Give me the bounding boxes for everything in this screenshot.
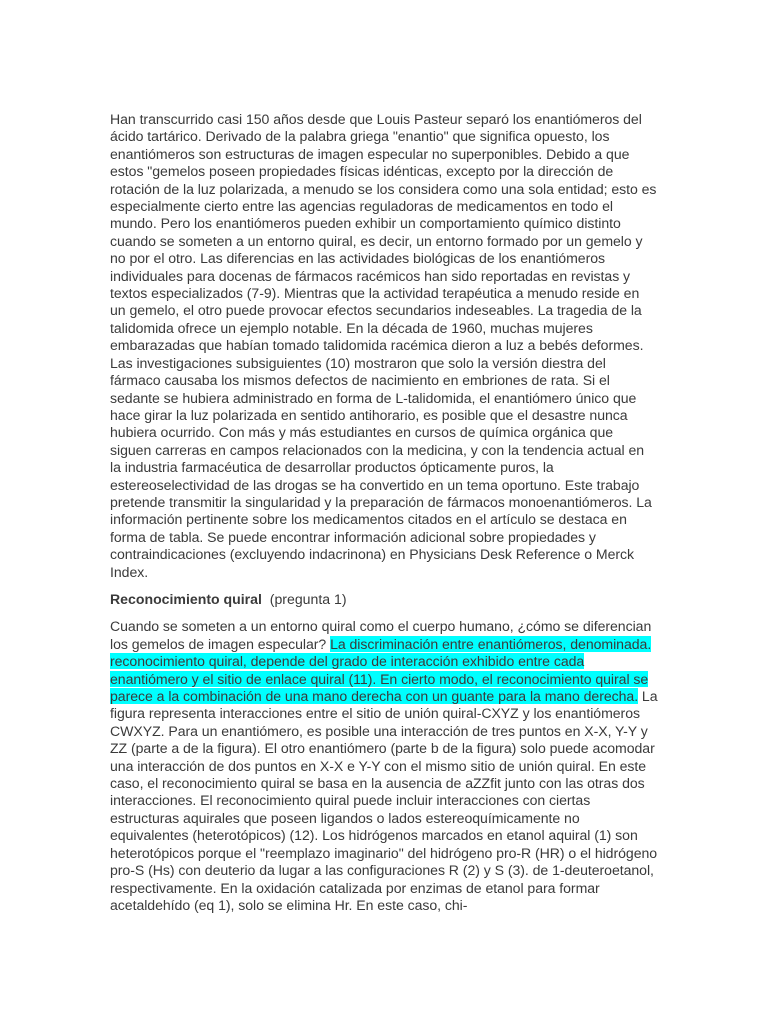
paragraph-text-before-highlight: Cuando se someten a un entorno quiral como el cuerpo humano, ¿cómo se diferencian los gemelos de imagen especular? <box>110 618 652 652</box>
paragraph-text-after-highlight: La figura representa interacciones entre el sitio de unión quiral-CXYZ y los enantiómeros CWXYZ. Para un enantiómero, es posible una interacción de tres puntos en X-X, Y-Y y ZZ (parte a de la figura). El otro enantiómero (parte b de la figura) solo puede acomodar una interacción de dos puntos en X-X e Y-Y con el mismo sitio de unión quiral. En este caso, el reconocimiento quiral se basa en la ausencia de aZZfit junto con las otras dos interacciones. El reconocimiento quiral puede incluir interacciones con ciertas estructuras aquirales que poseen ligandos o lados estereoquímicamente no equivalentes (heterotópicos) (12). Los hidrógenos marcados en etanol aquiral (1) son heterotópicos porque el "reemplazo imaginario" del hidrógeno pro-R (HR) o el hidrógeno pro-S (Hs) con deuterio da lugar a las configuraciones R (2) y S (3). de 1-deuteroetanol, respectivamente. En la oxidación catalizada por enzimas de etanol para formar acetaldehído (eq 1), solo se elimina Hr. En este caso, chi- <box>110 688 658 913</box>
chiral-recognition-paragraph <box>110 618 658 914</box>
section-heading-note: (pregunta 1) <box>269 591 347 607</box>
document-page <box>110 111 658 914</box>
highlighted-text: La discriminación entre enantiómeros, denominada. reconocimiento quiral, depende del grado de interacción exhibido entre cada enantiómero y el sitio de enlace quiral (11). En cierto modo, el reconocimiento quiral se parece a la combinación de una mano derecha con un guante para la mano derecha. <box>110 635 652 705</box>
section-heading: Reconocimiento quiral <box>110 591 262 607</box>
section-heading-line <box>110 591 658 608</box>
intro-paragraph: Han transcurrido casi 150 años desde que Louis Pasteur separó los enantiómeros del ácido tartárico. Derivado de la palabra griega "enantio" que significa opuesto, los enantiómeros son estructuras de imagen especular no superponibles. Debido a que estos "gemelos poseen propiedades físicas idénticas, excepto por la dirección de rotación de la luz polarizada, a menudo se los considera como una sola entidad; esto es especialmente cierto entre las agencias reguladoras de medicamentos en todo el mundo. Pero los enantiómeros pueden exhibir un comportamiento químico distinto cuando se someten a un entorno quiral, es decir, un entorno formado por un gemelo y no por el otro. Las diferencias en las actividades biológicas de los enantiómeros individuales para docenas de fármacos racémicos han sido reportadas en revistas y textos especializados (7-9). Mientras que la actividad terapéutica a menudo reside en un gemelo, el otro puede provocar efectos secundarios indeseables. La tragedia de la talidomida ofrece un ejemplo notable. En la década de 1960, muchas mujeres embarazadas que habían tomado talidomida racémica dieron a luz a bebés deformes. Las investigaciones subsiguientes (10) mostraron que solo la versión diestra del fármaco causaba los mismos defectos de nacimiento en embriones de rata. Si el sedante se hubiera administrado en forma de L-talidomida, el enantiómero único que hace girar la luz polarizada en sentido antihorario, es posible que el desastre nunca hubiera ocurrido. Con más y más estudiantes en cursos de química orgánica que siguen carreras en campos relacionados con la medicina, y con la tendencia actual en la industria farmacéutica de desarrollar productos ópticamente puros, la estereoselectividad de las drogas se ha convertido en un tema oportuno. Este trabajo pretende transmitir la singularidad y la preparación de fármacos monoenantiómeros. La información pertinente sobre los medicamentos citados en el artículo se destaca en forma de tabla. Se puede encontrar información adicional sobre propiedades y contraindicaciones (excluyendo indacrinona) en Physicians Desk Reference o Merck Index. <box>110 111 657 580</box>
